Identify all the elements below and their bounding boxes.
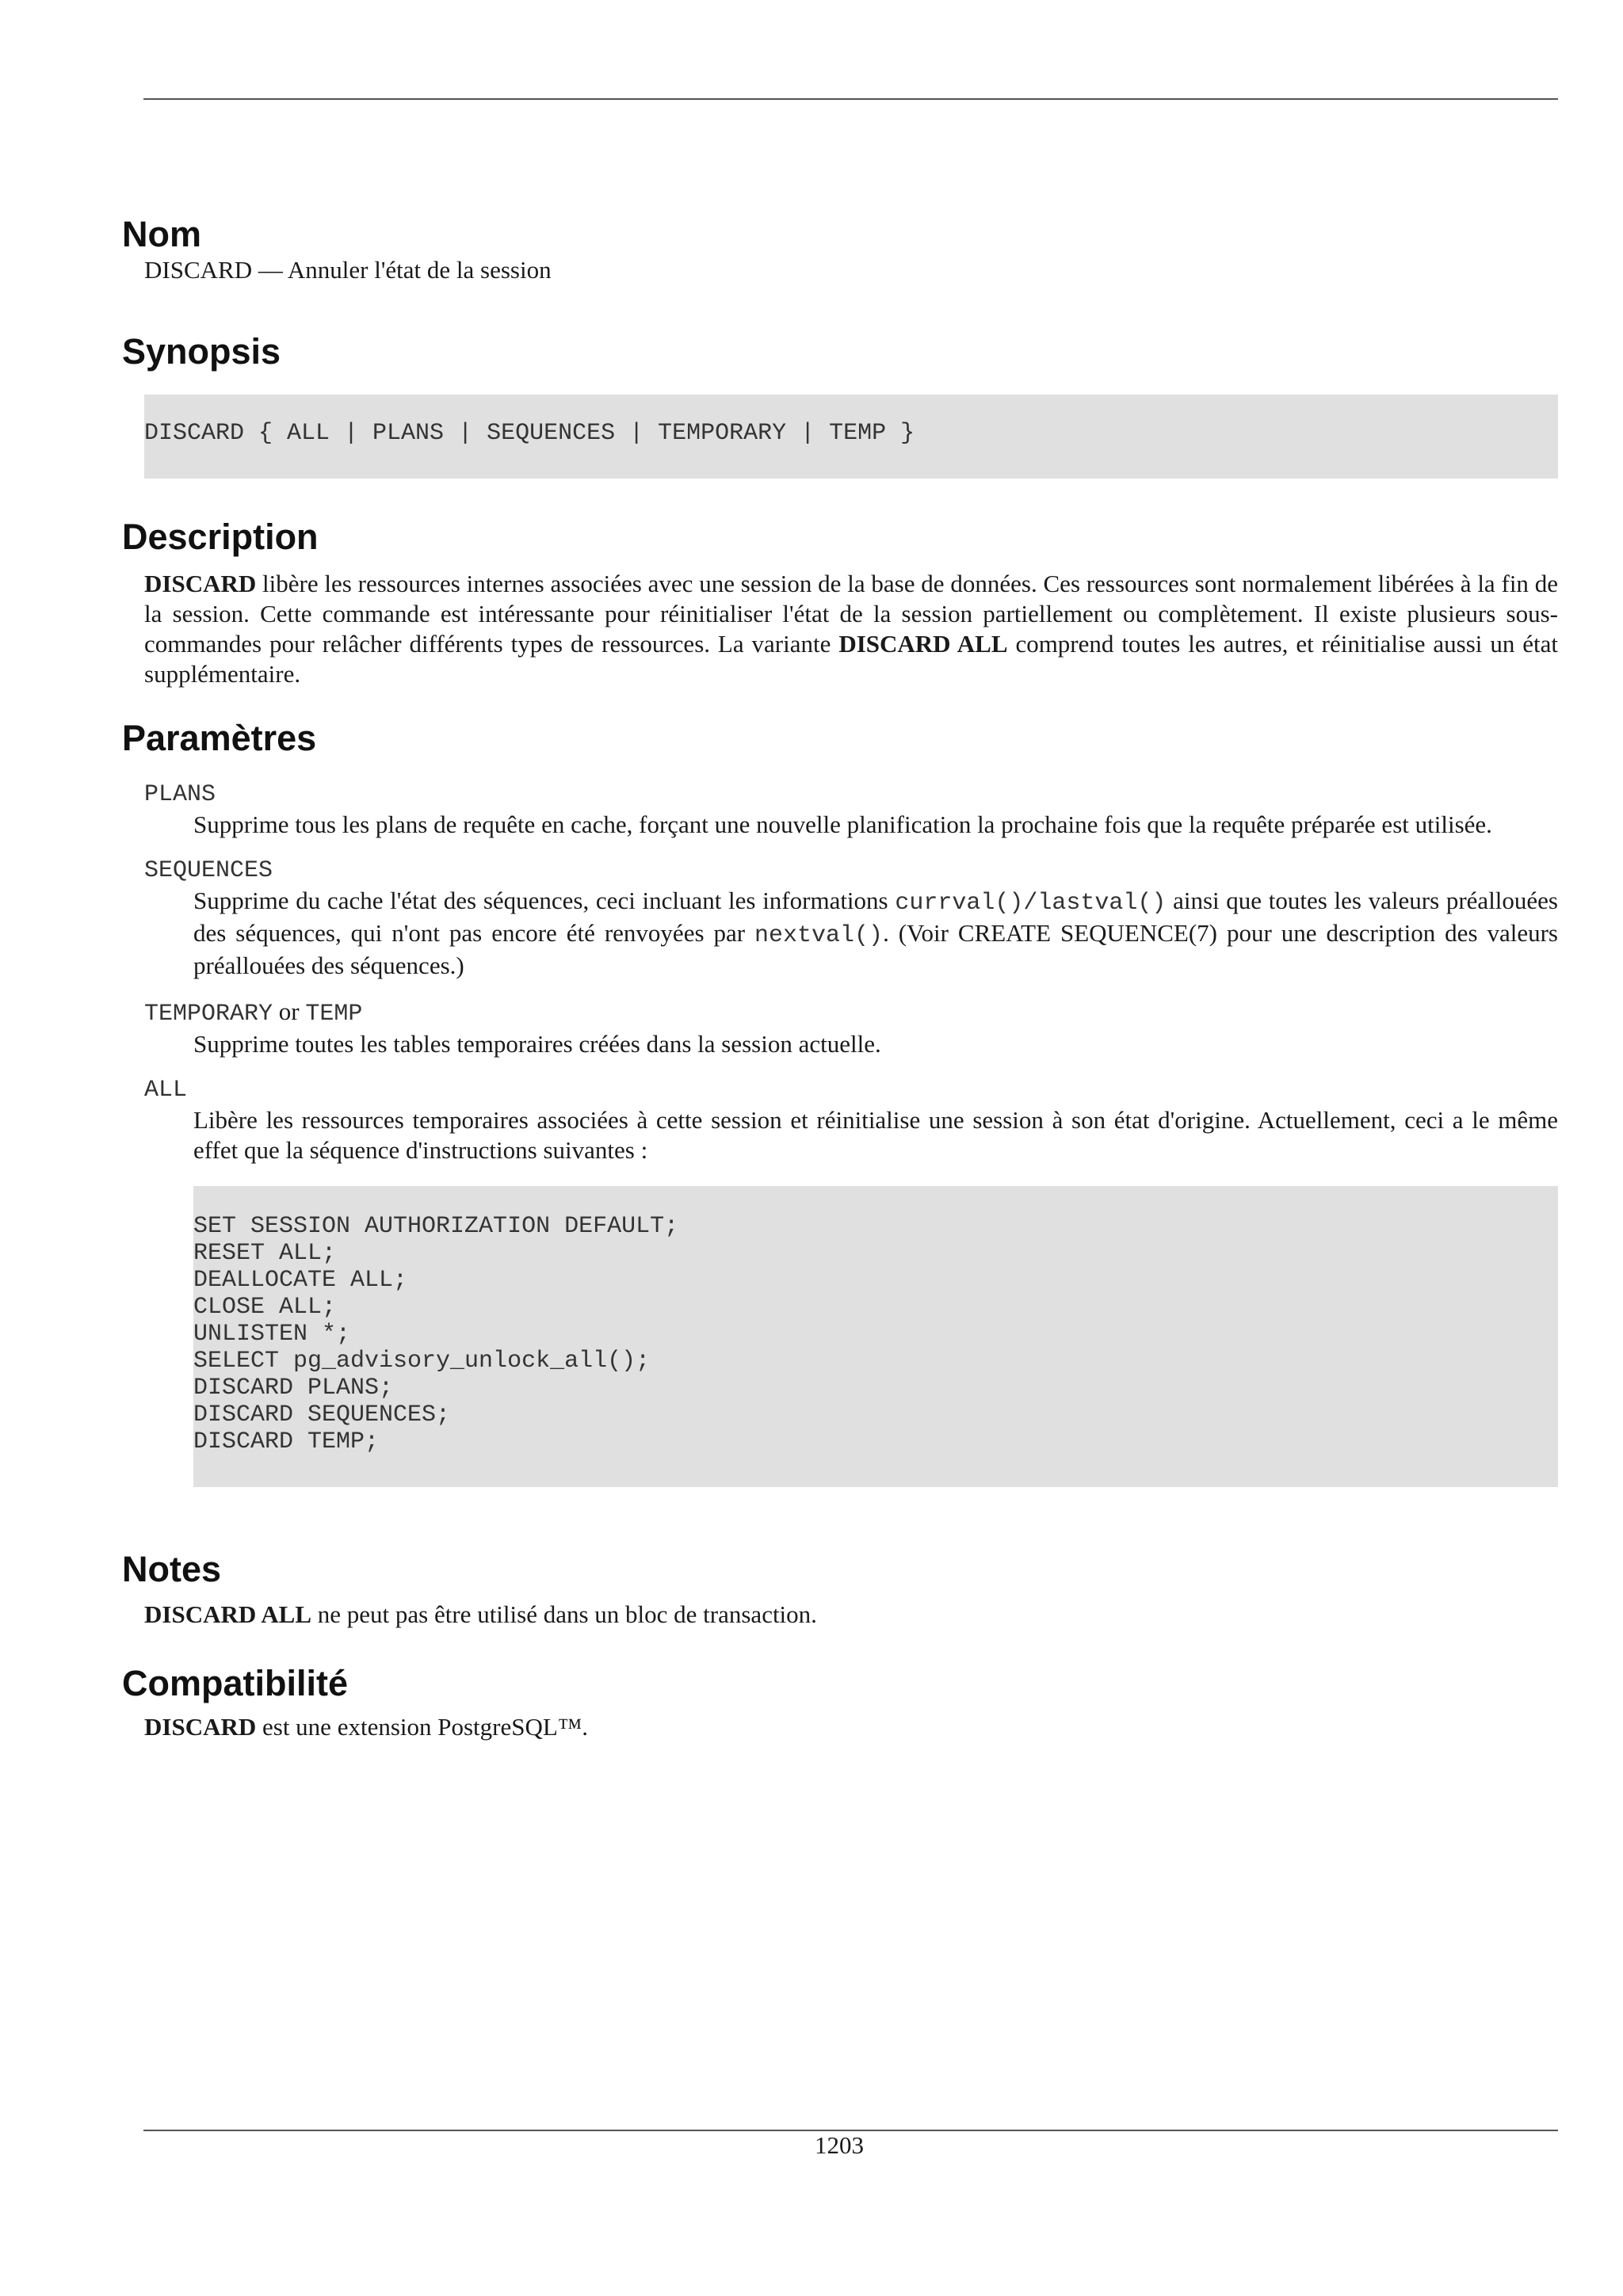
description-command: DISCARD — [144, 570, 257, 597]
section-synopsis — [122, 331, 1558, 479]
param-desc-temporary — [193, 1029, 1558, 1059]
code-line: SELECT pg_advisory_unlock_all(); — [193, 1348, 651, 1375]
description-paragraph — [144, 569, 1558, 689]
seq-desc-part-c: . (Voir CREATE SEQUENCE(7) pour une description des valeurs préallouées des séquences.) — [193, 919, 1558, 979]
compat-text: est une extension PostgreSQL™. — [256, 1713, 588, 1741]
param-term-temporary — [144, 997, 1558, 1029]
document-body — [122, 214, 1558, 1742]
heading-compatibilite: Compatibilité — [122, 1663, 349, 1703]
section-description — [122, 517, 1558, 689]
description-command-all: DISCARD ALL — [838, 630, 1008, 658]
compat-command: DISCARD — [144, 1713, 257, 1741]
description-text-2: comprend toutes les autres, et réinitialise aussi un état supplémentaire. — [144, 630, 1558, 688]
param-term-sequences: SEQUENCES — [144, 857, 273, 884]
param-desc-plans-text: Supprime tous les plans de requête en cache, forçant une nouvelle planification la prochaine fois que la requête préparée est utilisée. — [193, 810, 1492, 838]
param-desc-sequences — [193, 886, 1558, 981]
seq-code-currval: currval()/lastval() — [895, 890, 1167, 917]
param-term-plans: PLANS — [144, 781, 216, 808]
term-temporary: TEMPORARY — [144, 1001, 273, 1028]
compatibilite-paragraph — [144, 1712, 1558, 1742]
param-desc-sequences-text — [193, 886, 1558, 981]
param-desc-plans — [193, 810, 1558, 840]
synopsis-code: DISCARD { ALL | PLANS | SEQUENCES | TEMPORARY | TEMP } — [144, 420, 915, 447]
heading-nom: Nom — [122, 214, 201, 254]
section-compatibilite — [122, 1663, 1558, 1742]
parameter-list — [144, 780, 1558, 1487]
description-text-1: libère les ressources internes associées avec une session de la base de données. Ces ressources sont normalement libérées à la fin de la session. Cette commande est intéressante pour réinitialiser l'état de la session partiellement ou complètement. Il existe plusieurs sous-commandes pour relâcher différents types de ressources. La variante — [144, 570, 1558, 658]
code-line: RESET ALL; — [193, 1240, 337, 1267]
param-desc-temporary-text: Supprime toutes les tables temporaires créées dans la session actuelle. — [193, 1030, 881, 1058]
notes-paragraph — [144, 1600, 1558, 1630]
term-temp: TEMP — [305, 1001, 363, 1028]
code-line: DEALLOCATE ALL; — [193, 1267, 408, 1294]
notes-text: ne peut pas être utilisé dans un bloc de transaction. — [311, 1600, 817, 1628]
section-nom — [122, 214, 1558, 285]
param-desc-all — [193, 1105, 1558, 1487]
code-line: DISCARD TEMP; — [193, 1428, 380, 1455]
heading-parametres: Paramètres — [122, 718, 317, 758]
page-number: 1203 — [815, 2131, 864, 2159]
seq-desc-part-b: ainsi que toutes les valeurs préallouées des séquences, qui n'ont pas encore été renvoyées par — [193, 887, 1558, 947]
heading-description: Description — [122, 517, 319, 557]
heading-notes: Notes — [122, 1549, 222, 1589]
seq-desc-part-a: Supprime du cache l'état des séquences, ceci incluant les informations — [193, 887, 896, 914]
code-line: DISCARD SEQUENCES; — [193, 1402, 451, 1428]
section-notes — [122, 1549, 1558, 1630]
discard-all-equivalent-code — [193, 1186, 1558, 1487]
code-line: DISCARD PLANS; — [193, 1375, 394, 1402]
code-line: CLOSE ALL; — [193, 1294, 337, 1321]
code-line: SET SESSION AUTHORIZATION DEFAULT; — [193, 1213, 679, 1240]
synopsis-code-block — [144, 395, 1558, 479]
term-or: or — [273, 997, 306, 1025]
header-rule — [143, 98, 1558, 100]
nom-text: DISCARD — Annuler l'état de la session — [144, 256, 552, 284]
param-desc-all-text: Libère les ressources temporaires associées à cette session et réinitialise une session à son état d'origine. Actuellement, ceci a le même effet que la séquence d'instructions suivantes : — [193, 1106, 1558, 1164]
code-line: UNLISTEN *; — [193, 1321, 351, 1348]
heading-synopsis: Synopsis — [122, 331, 281, 372]
seq-code-nextval: nextval() — [754, 922, 884, 949]
notes-command: DISCARD ALL — [144, 1600, 312, 1628]
section-parametres — [122, 718, 1558, 1487]
param-term-all: ALL — [144, 1077, 188, 1104]
